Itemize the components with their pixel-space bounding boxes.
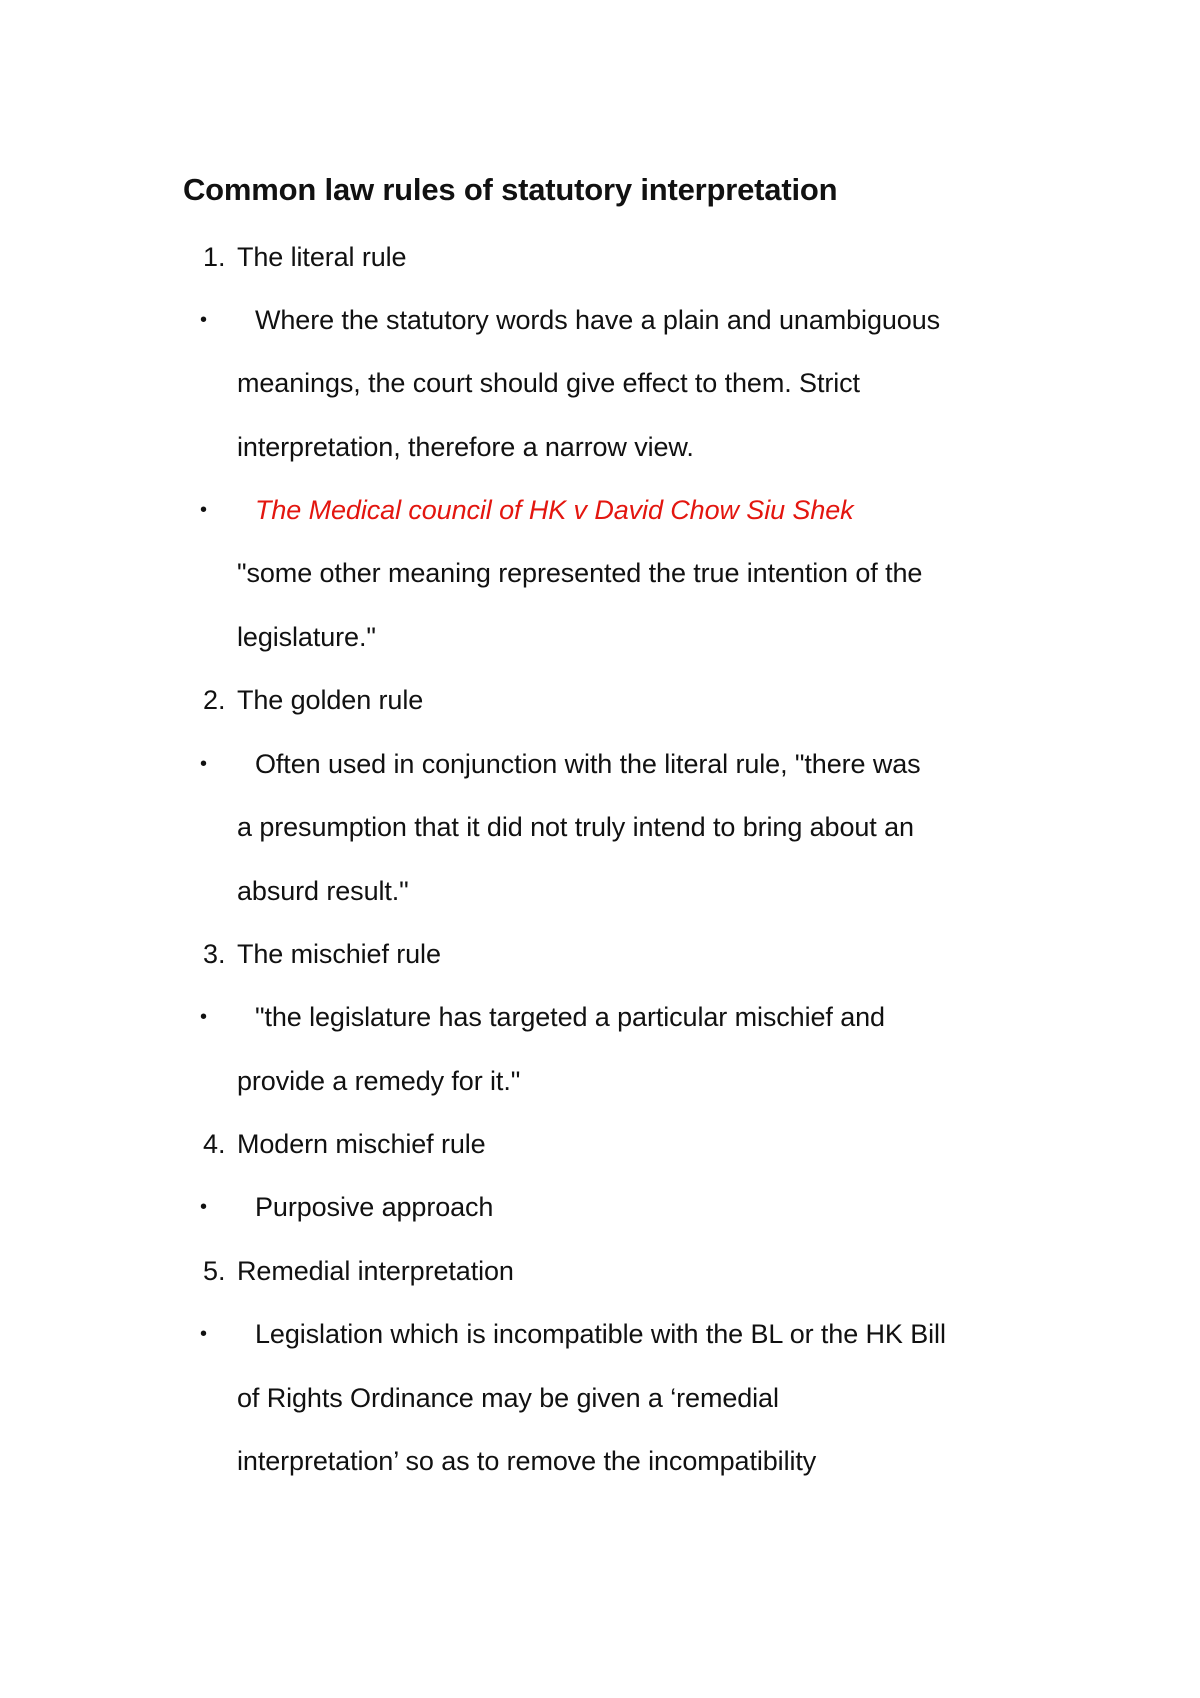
section-number: 3. <box>203 939 226 969</box>
section-heading: The mischief rule <box>237 939 441 969</box>
bullet-text-line: of Rights Ordinance may be given a ‘remedial <box>237 1383 779 1413</box>
quote-line: "some other meaning represented the true intention of the <box>237 558 923 588</box>
bullet-text-line: "the legislature has targeted a particular mischief and <box>255 1002 885 1032</box>
bullet-marker: • <box>200 1006 208 1028</box>
section-number: 2. <box>203 685 226 715</box>
page-title: Common law rules of statutory interpretation <box>183 172 838 207</box>
section-heading: Modern mischief rule <box>237 1129 486 1159</box>
bullet-text-line: interpretation’ so as to remove the incompatibility <box>237 1446 817 1476</box>
section-heading: The golden rule <box>237 685 424 715</box>
section-number: 5. <box>203 1256 226 1286</box>
section-number: 4. <box>203 1129 226 1159</box>
bullet-marker: • <box>200 753 208 775</box>
section-heading: The literal rule <box>237 242 407 272</box>
bullet-text-line: absurd result." <box>237 876 409 906</box>
bullet-text-line: a presumption that it did not truly intend to bring about an <box>237 812 914 842</box>
bullet-marker: • <box>200 499 208 521</box>
case-citation: The Medical council of HK v David Chow Siu Shek <box>255 495 854 525</box>
bullet-marker: • <box>200 309 208 331</box>
bullet-text-line: meanings, the court should give effect to them. Strict <box>237 368 860 398</box>
bullet-marker: • <box>200 1196 208 1218</box>
bullet-text-line: provide a remedy for it." <box>237 1066 521 1096</box>
bullet-marker: • <box>200 1323 208 1345</box>
bullet-text-line: Purposive approach <box>255 1192 494 1222</box>
section-heading: Remedial interpretation <box>237 1256 514 1286</box>
bullet-text-line: Often used in conjunction with the literal rule, "there was <box>255 749 921 779</box>
bullet-text-line: Where the statutory words have a plain and unambiguous <box>255 305 941 335</box>
section-number: 1. <box>203 242 226 272</box>
quote-line: legislature." <box>237 622 376 652</box>
bullet-text-line: interpretation, therefore a narrow view. <box>237 432 694 462</box>
bullet-text-line: Legislation which is incompatible with the BL or the HK Bill <box>255 1319 946 1349</box>
